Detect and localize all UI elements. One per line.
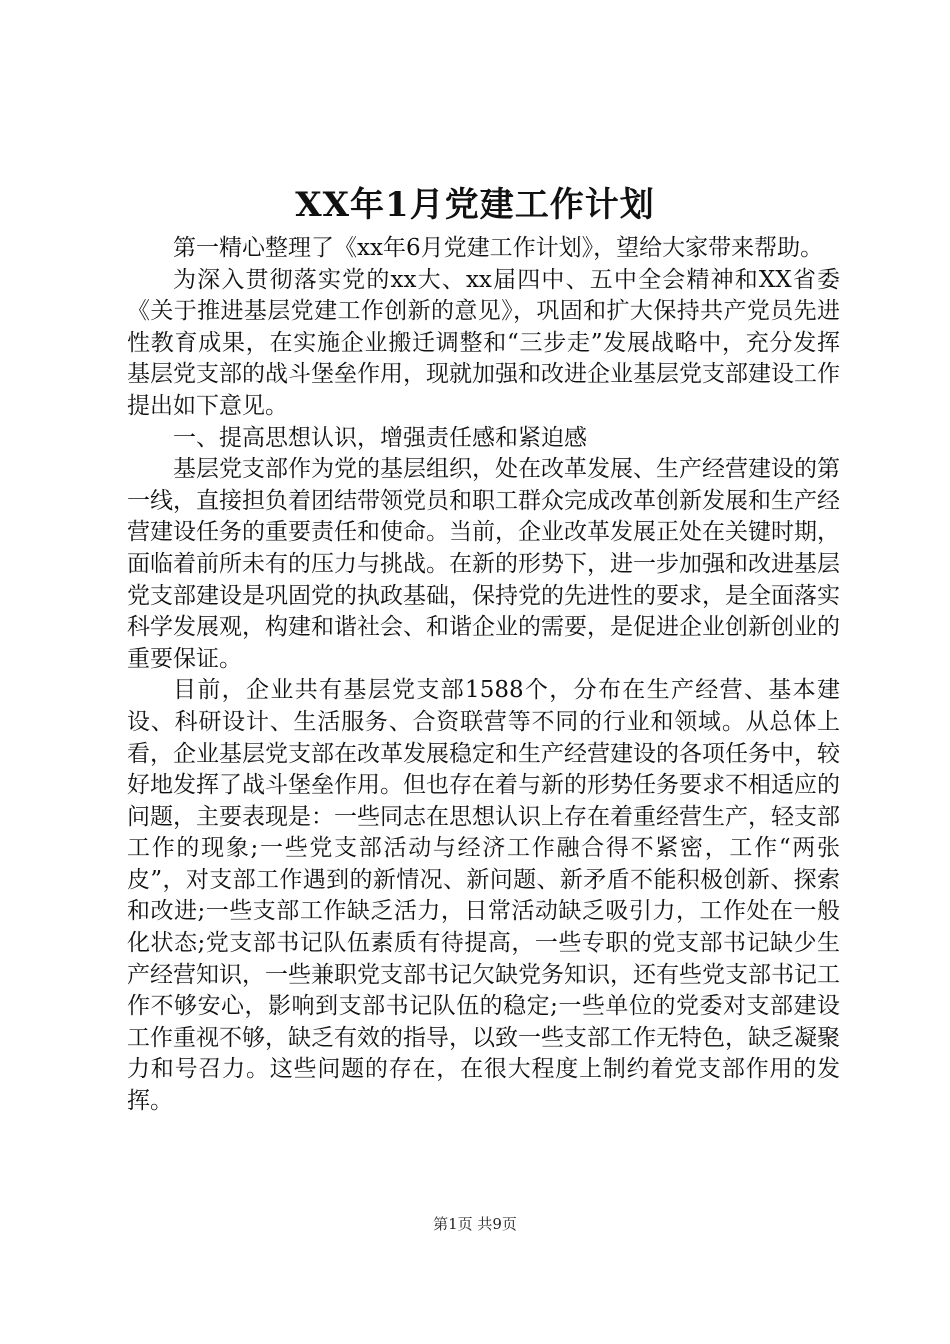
paragraph-current-status: 目前，企业共有基层党支部1588个，分布在生产经营、基本建设、科研设计、生活服务、合资联营等不同的行业和领域。从总体上看，企业基层党支部在改革发展稳定和生产经营建设的各项任务中，较好地发挥了战斗堡垒作用。但也存在着与新的形势任务要求不相适应的问题，主要表现是：一些同志在思想认识上存在着重经营生产，轻支部工作的现象;一些党支部活动与经济工作融合得不紧密，工作“两张皮”，对支部工作遇到的新情况、新问题、新矛盾不能积极创新、探索和改进;一些支部工作缺乏活力，日常活动缺乏吸引力，工作处在一般化状态;党支部书记队伍素质有待提高，一些专职的党支部书记缺少生产经营知识，一些兼职党支部书记欠缺党务知识，还有些党支部书记工作不够安心，影响到支部书记队伍的稳定;一些单位的党委对支部建设工作重视不够，缺乏有效的指导，以致一些支部工作无特色，缺乏凝聚力和号召力。这些问题的存在，在很大程度上制约着党支部作用的发挥。 [127, 677, 840, 1115]
paragraph-purpose: 为深入贯彻落实党的xx大、xx届四中、五中全会精神和XX省委《关于推进基层党建工作创新的意见》，巩固和扩大保持共产党员先进性教育成果，在实施企业搬迁调整和“三步走”发展战略中，充分发挥基层党支部的战斗堡垒作用，现就加强和改进企业基层党支部建设工作提出如下意见。 [127, 266, 840, 419]
page-footer: 第1页 共9页 [433, 1215, 517, 1233]
section-heading-1: 一、提高思想认识，增强责任感和紧迫感 [173, 424, 587, 451]
paragraph-importance: 基层党支部作为党的基层组织，处在改革发展、生产经营建设的第一线，直接担负着团结带领党员和职工群众完成改革创新发展和生产经营建设任务的重要责任和使命。当前，企业改革发展正处在关键时期，面临着前所未有的压力与挑战。在新的形势下，进一步加强和改进基层党支部建设是巩固党的执政基础，保持党的先进性的要求，是全面落实科学发展观，构建和谐社会、和谐企业的需要，是促进企业创新创业的重要保证。 [127, 456, 840, 672]
document-body [127, 233, 840, 1118]
paragraph-intro: 第一精心整理了《xx年6月党建工作计划》，望给大家带来帮助。 [173, 235, 824, 261]
document-title: XX年1月党建工作计划 [295, 185, 655, 225]
